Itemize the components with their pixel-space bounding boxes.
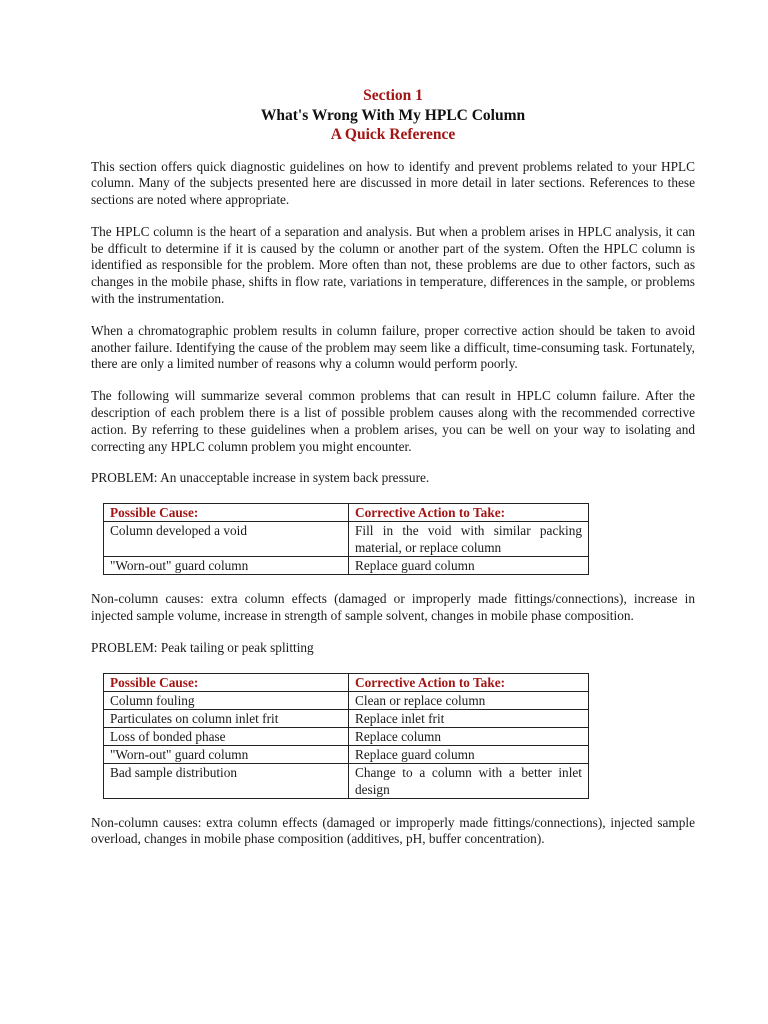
header-possible-cause: Possible Cause: — [104, 504, 349, 522]
table-row — [104, 727, 589, 745]
non-column-causes: Non-column causes: extra column effects (damaged or improperly made fittings/connections), increase in injected sample volume, increase in strength of sample solvent, changes in mobile phase composition. — [91, 591, 695, 624]
action-cell: Replace guard column — [349, 745, 589, 763]
document-page — [91, 86, 695, 863]
cause-cell: Bad sample distribution — [104, 763, 349, 798]
action-cell: Fill in the void with similar packing material, or replace column — [349, 522, 589, 557]
problem-statement: PROBLEM: An unacceptable increase in system back pressure. — [91, 470, 430, 486]
cause-cell: "Worn-out" guard column — [104, 745, 349, 763]
section-number: Section 1 — [363, 87, 423, 104]
table-row — [104, 691, 589, 709]
action-cell: Replace inlet frit — [349, 709, 589, 727]
page-subtitle: A Quick Reference — [330, 126, 456, 143]
action-cell: Replace column — [349, 727, 589, 745]
cause-action-table — [103, 503, 589, 575]
cause-cell: Column developed a void — [104, 522, 349, 557]
header-corrective-action: Corrective Action to Take: — [349, 504, 589, 522]
table-row — [104, 745, 589, 763]
summary-paragraph: The following will summarize several common problems that can result in HPLC column failure. After the description of each problem there is a list of possible problem causes along with the recommended corrective action. By referring to these guidelines when a problem arises, you can be well on your way to isolating and correcting any HPLC column problem you might encounter. — [91, 388, 695, 454]
section-heading — [91, 86, 695, 145]
corrective-action-paragraph: When a chromatographic problem results in column failure, proper corrective action should be taken to avoid another failure. Identifying the cause of the problem may seem like a difficult, time-consuming task. Fortunately, there are only a limited number of reasons why a column would perform poorly. — [91, 322, 695, 372]
cause-action-table — [103, 673, 589, 799]
cause-cell: Particulates on column inlet frit — [104, 709, 349, 727]
action-cell: Replace guard column — [349, 557, 589, 575]
table-header-row — [104, 504, 589, 522]
action-cell: Clean or replace column — [349, 691, 589, 709]
header-possible-cause: Possible Cause: — [104, 673, 349, 691]
action-cell: Change to a column with a better inlet design — [349, 763, 589, 798]
table-row — [104, 557, 589, 575]
table-header-row — [104, 673, 589, 691]
table-row — [104, 763, 589, 798]
table-row — [104, 709, 589, 727]
table-row — [104, 522, 589, 557]
intro-paragraph: This section offers quick diagnostic guidelines on how to identify and prevent problems related to your HPLC column. Many of the subjects presented here are discussed in more detail in later sections. References to these sections are noted where appropriate. — [91, 158, 695, 208]
problem-statement: PROBLEM: Peak tailing or peak splitting — [91, 639, 314, 655]
column-heart-paragraph: The HPLC column is the heart of a separation and analysis. But when a problem arises in HPLC analysis, it can be dfficult to determine if it is caused by the column or another part of the system. Often the HPLC column is identified as responsible for the problem. More often than not, these problems are due to other factors, such as changes in the mobile phase, shifts in flow rate, variations in temperature, differences in the sample, or problems with the instrumentation. — [91, 223, 695, 307]
cause-cell: Column fouling — [104, 691, 349, 709]
header-corrective-action: Corrective Action to Take: — [349, 673, 589, 691]
cause-cell: "Worn-out" guard column — [104, 557, 349, 575]
non-column-causes: Non-column causes: extra column effects (damaged or improperly made fittings/connections), injected sample overload, changes in mobile phase composition (additives, pH, buffer concentration). — [91, 814, 695, 847]
cause-cell: Loss of bonded phase — [104, 727, 349, 745]
page-title: What's Wrong With My HPLC Column — [260, 106, 526, 124]
